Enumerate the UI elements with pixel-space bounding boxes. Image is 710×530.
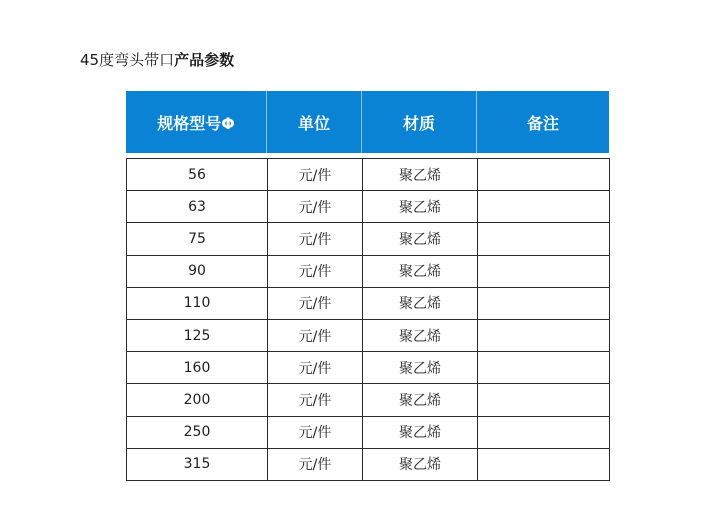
- cell-remarks: [478, 319, 610, 351]
- table-row: [127, 223, 610, 255]
- cell-spec: 56: [127, 159, 268, 191]
- cell-material: 聚乙烯: [363, 255, 478, 287]
- cell-spec: 110: [127, 287, 268, 319]
- cell-unit: 元/件: [268, 287, 363, 319]
- cell-unit: 元/件: [268, 319, 363, 351]
- cell-spec: 63: [127, 191, 268, 223]
- table-row: [127, 416, 610, 448]
- table-row: [127, 287, 610, 319]
- cell-spec: 125: [127, 319, 268, 351]
- cell-spec: 75: [127, 223, 268, 255]
- parameter-table: [126, 158, 610, 481]
- cell-material: 聚乙烯: [363, 287, 478, 319]
- table-row: [127, 255, 610, 287]
- table-header: [126, 91, 609, 153]
- header-unit: 单位: [267, 91, 362, 153]
- cell-unit: 元/件: [268, 223, 363, 255]
- cell-unit: 元/件: [268, 159, 363, 191]
- cell-spec: 90: [127, 255, 268, 287]
- cell-remarks: [478, 384, 610, 416]
- cell-remarks: [478, 448, 610, 480]
- cell-material: 聚乙烯: [363, 223, 478, 255]
- cell-unit: 元/件: [268, 448, 363, 480]
- header-material: 材质: [362, 91, 477, 153]
- cell-spec: 250: [127, 416, 268, 448]
- header-remarks: 备注: [526, 113, 559, 133]
- cell-unit: 元/件: [268, 384, 363, 416]
- cell-unit: 元/件: [268, 352, 363, 384]
- cell-spec: 160: [127, 352, 268, 384]
- cell-material: 聚乙烯: [363, 416, 478, 448]
- table-row: [127, 448, 610, 480]
- cell-remarks: [478, 352, 610, 384]
- title-prefix: 45度弯头带口: [80, 51, 175, 69]
- cell-material: 聚乙烯: [363, 191, 478, 223]
- cell-material: 聚乙烯: [363, 448, 478, 480]
- cell-material: 聚乙烯: [363, 319, 478, 351]
- cell-remarks: [478, 159, 610, 191]
- cell-spec: 315: [127, 448, 268, 480]
- cell-unit: 元/件: [268, 416, 363, 448]
- table-row: [127, 319, 610, 351]
- table-row: [127, 352, 610, 384]
- page-title: [80, 50, 234, 70]
- table-row: [127, 191, 610, 223]
- cell-material: 聚乙烯: [363, 159, 478, 191]
- cell-remarks: [478, 416, 610, 448]
- cell-remarks: [478, 255, 610, 287]
- title-emphasis: 产品参数: [174, 51, 235, 69]
- cell-unit: 元/件: [268, 255, 363, 287]
- header-spec-model: 规格型号Φ: [126, 91, 267, 153]
- table-row: [127, 384, 610, 416]
- cell-spec: 200: [127, 384, 268, 416]
- cell-remarks: [478, 191, 610, 223]
- cell-remarks: [478, 223, 610, 255]
- cell-material: 聚乙烯: [363, 384, 478, 416]
- cell-unit: 元/件: [268, 191, 363, 223]
- cell-material: 聚乙烯: [363, 352, 478, 384]
- cell-remarks: [478, 287, 610, 319]
- table-row: [127, 159, 610, 191]
